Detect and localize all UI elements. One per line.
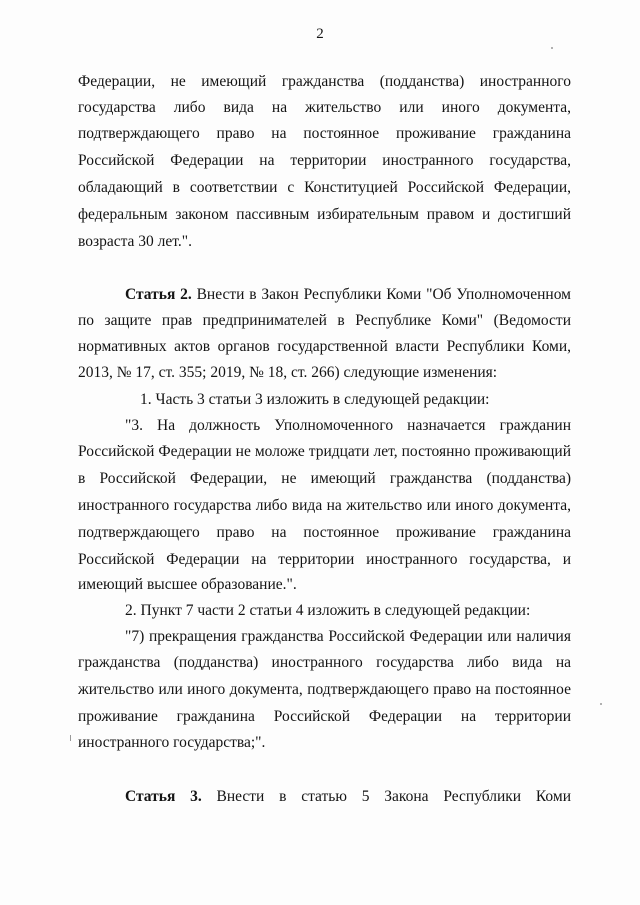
- scan-speck: [551, 47, 553, 49]
- article-3-heading-line: [125, 787, 571, 807]
- text-line: 2. Пункт 7 части 2 статьи 4 изложить в следующей редакции:: [125, 602, 531, 619]
- article-2-label: Статья 2.: [125, 286, 192, 303]
- text-line: "7) прекращения гражданства Российской Федерации или наличия: [125, 628, 571, 645]
- text-line: государства либо вида на жительство или иного документа,: [78, 99, 571, 116]
- text-line: имеющий высшее образование.".: [78, 576, 297, 593]
- text-line: обладающий в соответствии с Конституцией Российской Федерации,: [78, 179, 571, 196]
- article-3-text: Внести в статью 5 Закона Республики Коми: [201, 788, 571, 805]
- page-number: 2: [316, 26, 324, 42]
- text-line: иностранного государства либо вида на жительство или иного документа,: [78, 497, 571, 514]
- text-line: по защите прав предпринимателей в Республике Коми" (Ведомости: [78, 312, 571, 329]
- text-line: в Российской Федерации, не имеющий гражданства (подданства): [78, 470, 571, 487]
- scan-speck: [600, 703, 602, 705]
- text-line: Российской Федерации на территории иностранного государства,: [78, 152, 571, 169]
- article-2-heading-line: [125, 285, 571, 305]
- text-line: "3. На должность Уполномоченного назначается гражданин: [125, 417, 571, 434]
- scan-speck: [70, 735, 71, 741]
- text-line: жительство или иного документа, подтверждающего право на постоянное: [78, 681, 571, 698]
- text-line: федеральным законом пассивным избирательным правом и достигший: [78, 206, 571, 223]
- text-line: 1. Часть 3 статьи 3 изложить в следующей редакции:: [140, 391, 490, 408]
- text-line: 2013, № 17, ст. 355; 2019, № 18, ст. 266) следующие изменения:: [78, 364, 498, 381]
- article-2-text: Внести в Закон Республики Коми "Об Уполномоченном: [191, 286, 571, 303]
- text-line: подтверждающего право на постоянное проживание гражданина: [78, 524, 571, 541]
- text-line: Российской Федерации на территории иностранного государства, и: [78, 551, 571, 568]
- text-line: гражданства (подданства) иностранного государства либо вида на: [78, 654, 571, 671]
- text-line: подтверждающего право на постоянное проживание гражданина: [78, 125, 571, 142]
- text-line: Федерации, не имеющий гражданства (подданства) иностранного: [78, 73, 571, 90]
- text-line: возраста 30 лет.".: [78, 233, 192, 250]
- article-3-label: Статья 3.: [125, 788, 202, 805]
- text-line: нормативных актов органов государственной власти Республики Коми,: [78, 338, 571, 355]
- text-line: Российской Федерации не моложе тридцати лет, постоянно проживающий: [78, 443, 571, 460]
- text-line: проживание гражданина Российской Федерации на территории: [78, 708, 571, 725]
- text-line: иностранного государства;".: [78, 734, 266, 751]
